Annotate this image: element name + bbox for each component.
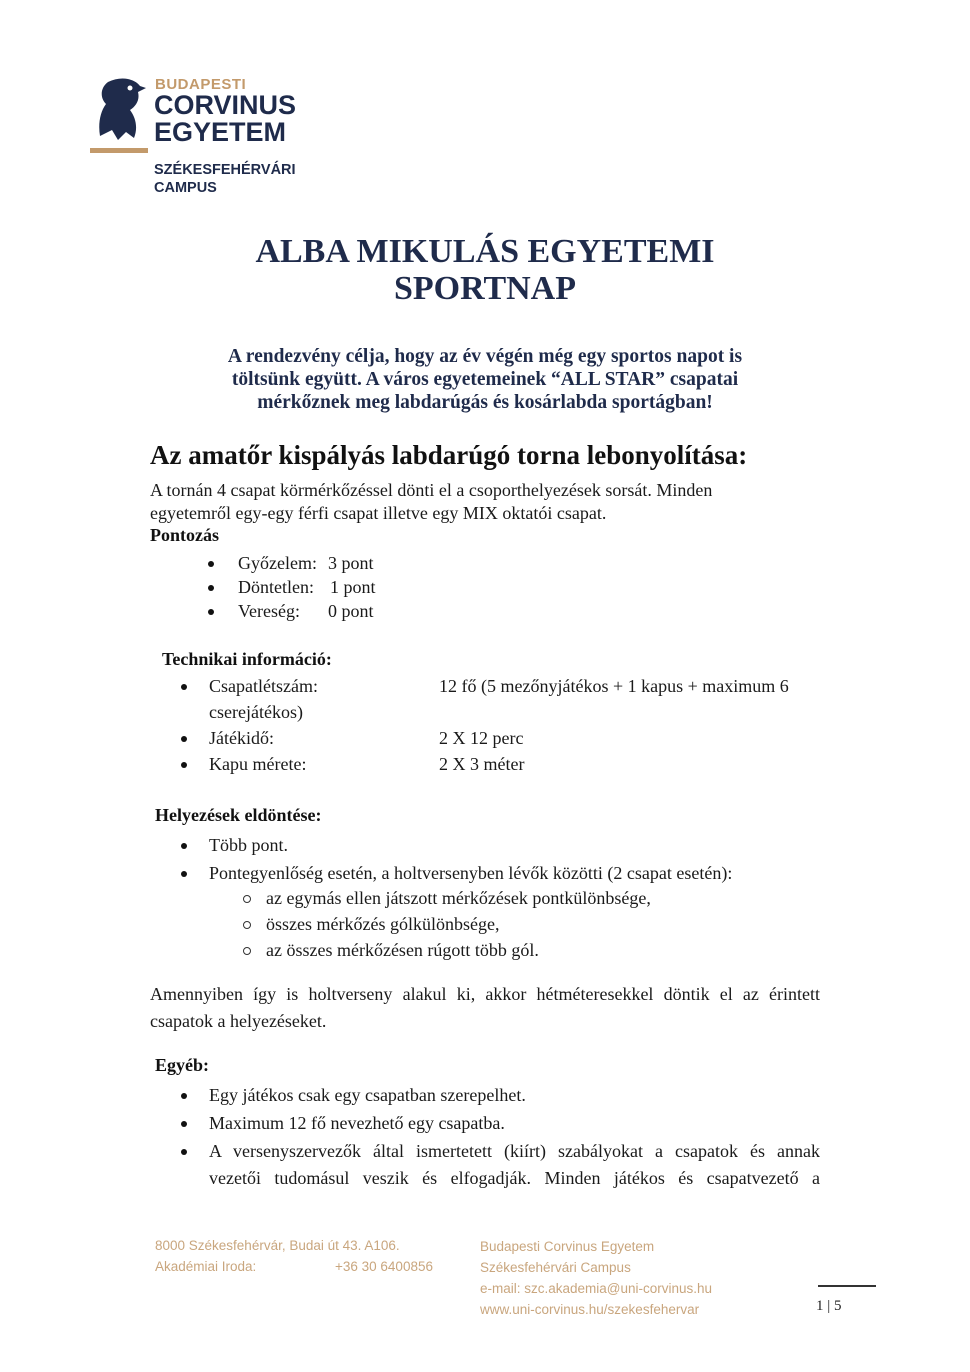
bullet-icon: [181, 684, 187, 690]
scoring-label: Győzelem:: [238, 553, 317, 573]
intro-line1: A rendezvény célja, hogy az év végén még egy sportos napot is: [227, 346, 743, 367]
scoring-title: Pontozás: [150, 525, 219, 545]
bullet-icon: [181, 871, 187, 877]
intro-line2: töltsünk együtt. A város egyetemeinek “ALL STAR” csapatai: [231, 369, 739, 390]
circle-bullet-icon: [243, 921, 251, 929]
footer-address: 8000 Székesfehérvár, Budai út 43. A106.: [155, 1238, 400, 1253]
section-paragraph-line1: A tornán 4 csapat körmérkőzéssel dönti el a csoporthelyezések sorsát. Minden: [150, 480, 713, 500]
footer-org1: Budapesti Corvinus Egyetem: [480, 1239, 655, 1254]
logo-text-budapesti: BUDAPESTI: [155, 76, 247, 93]
ranking-subitem: összes mérkőzés gólkülönbsége,: [266, 914, 500, 934]
technical-label: Kapu mérete:: [209, 754, 307, 774]
page-number: 1 | 5: [816, 1298, 842, 1314]
technical-value: 2 X 3 méter: [439, 754, 525, 774]
scoring-label: Döntetlen:: [238, 577, 314, 597]
bullet-icon: [181, 1121, 187, 1127]
technical-label: Játékidő:: [209, 728, 274, 748]
bullet-icon: [181, 762, 187, 768]
logo-text-campus: CAMPUS: [154, 180, 217, 196]
university-logo: [90, 72, 320, 202]
tiebreak-line2: csapatok a helyezéseket.: [150, 1011, 327, 1031]
bullet-icon: [181, 843, 187, 849]
page-title-line1: ALBA MIKULÁS EGYETEMI: [255, 233, 715, 270]
circle-bullet-icon: [243, 947, 251, 955]
footer-org2: Székesfehérvári Campus: [480, 1260, 631, 1275]
scoring-label: Vereség:: [238, 601, 300, 621]
footer-email[interactable]: e-mail: szc.akademia@uni-corvinus.hu: [480, 1281, 713, 1296]
ranking-subitem: az összes mérkőzésen rúgott több gól.: [266, 940, 539, 960]
footer-phone: +36 30 6400856: [335, 1259, 433, 1274]
technical-value-cont: cserejátékos): [209, 702, 303, 722]
scoring-value: 1 pont: [330, 577, 376, 597]
bullet-icon: [181, 1093, 187, 1099]
raven-logo-icon: [90, 76, 150, 156]
bullet-icon: [181, 736, 187, 742]
scoring-value: 0 pont: [328, 601, 374, 621]
technical-value: 12 fő (5 mezőnyjátékos + 1 kapus + maximum 6: [439, 676, 789, 696]
intro-line3: mérkőznek meg labdarúgás és kosárlabda sportágban!: [257, 392, 713, 413]
ranking-item: Pontegyenlőség esetén, a holtversenyben lévők közötti (2 csapat esetén):: [209, 863, 733, 883]
other-item: Egy játékos csak egy csapatban szerepelhet.: [209, 1085, 526, 1105]
section-paragraph-line2: egyetemről egy-egy férfi csapat illetve egy MIX oktatói csapat.: [150, 503, 607, 523]
logo-text-egyetem: EGYETEM: [154, 117, 287, 147]
other-item-3-line1: A versenyszervezők által ismertetett (kiírt) szabályokat a csapatok és annak: [209, 1141, 820, 1161]
tiebreak-line1: Amennyiben így is holtverseny alakul ki, akkor hétméteresekkel döntik el az érintett: [150, 984, 820, 1004]
section-heading: Az amatőr kispályás labdarúgó torna lebonyolítása:: [150, 440, 748, 470]
ranking-item: Több pont.: [209, 835, 288, 855]
other-item-3-line2: vezetői tudomásul veszik és elfogadják. Minden játékos és csapatvezető a: [209, 1168, 820, 1188]
bullet-icon: [208, 561, 214, 567]
bullet-icon: [208, 585, 214, 591]
bullet-icon: [208, 609, 214, 615]
scoring-value: 3 pont: [328, 553, 374, 573]
logo-text-szekesfehervari: SZÉKESFEHÉRVÁRI: [154, 162, 296, 178]
other-title: Egyéb:: [155, 1055, 209, 1075]
page-title-line2: SPORTNAP: [393, 270, 577, 307]
logo-text-corvinus: CORVINUS: [154, 90, 297, 120]
technical-title: Technikai információ:: [162, 649, 332, 669]
technical-value: 2 X 12 perc: [439, 728, 524, 748]
ranking-subitem: az egymás ellen játszott mérkőzések pontkülönbsége,: [266, 888, 651, 908]
page-number-divider: [818, 1285, 876, 1287]
footer-office-label: Akadémiai Iroda:: [155, 1259, 257, 1274]
bullet-icon: [181, 1149, 187, 1155]
technical-label: Csapatlétszám:: [209, 676, 318, 696]
other-item: Maximum 12 fő nevezhető egy csapatba.: [209, 1113, 505, 1133]
footer-website-link[interactable]: www.uni-corvinus.hu/szekesfehervar: [480, 1302, 700, 1317]
ranking-title: Helyezések eldöntése:: [155, 805, 322, 825]
circle-bullet-icon: [243, 895, 251, 903]
